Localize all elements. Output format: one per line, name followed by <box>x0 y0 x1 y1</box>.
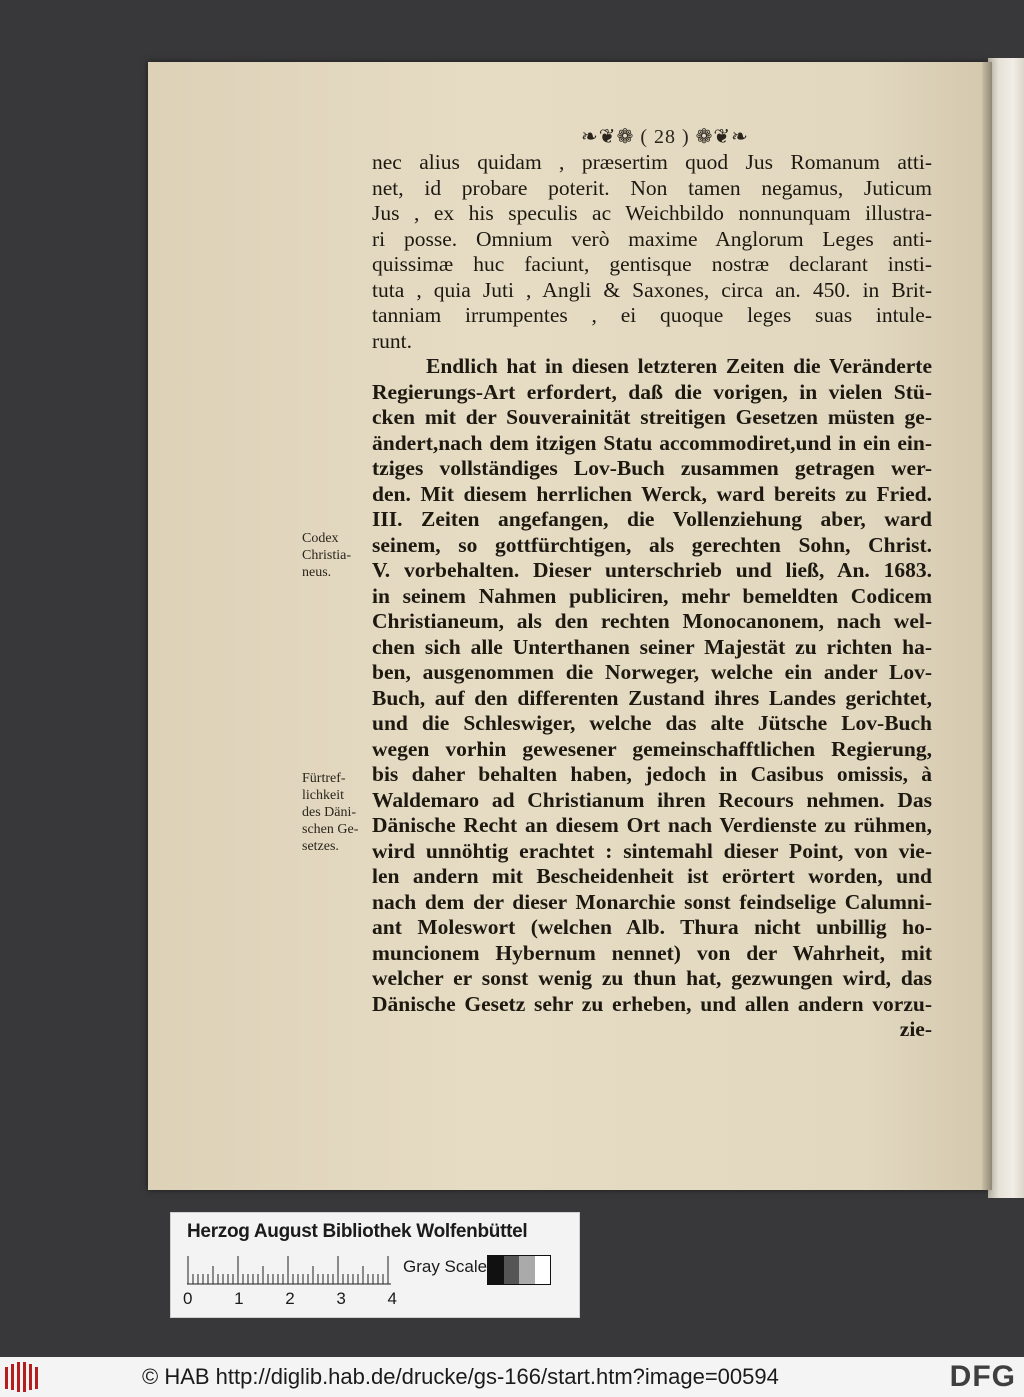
gray-swatch <box>487 1255 551 1285</box>
margin-note-line: Christia- <box>302 548 351 563</box>
margin-note-line: schen Ge- <box>302 822 359 837</box>
text-line: ri posse. Omnium verò maxime Anglorum Leges anti- <box>372 226 932 251</box>
text-line: III. Zeiten angefangen, die Vollenziehung aber, ward <box>372 507 932 531</box>
viewer-footer <box>0 1357 1024 1397</box>
ruler-digit: 2 <box>285 1289 295 1308</box>
text-line: V. vorbehalten. Dieser unterschrieb und ließ, An. 1683. <box>372 558 932 582</box>
margin-note-line: setzes. <box>302 839 339 854</box>
text-line: ändert,nach dem itzigen Statu accommodiret,und in ein ein- <box>372 430 932 455</box>
text-line: runt. <box>372 328 413 353</box>
text-line: quissimæ huc faciunt, gentisque nostræ declarant insti- <box>372 252 932 276</box>
text-line: und die Schleswiger, welche das alte Jütsche Lov-Buch <box>372 711 932 735</box>
text-line: Christianeum, als den rechten Monocanonem, nach wel- <box>372 609 932 633</box>
ruler-scale <box>187 1255 391 1285</box>
ruler-digit: 0 <box>183 1289 193 1308</box>
ruler-title: Herzog August Bibliothek Wolfenbüttel <box>187 1221 528 1242</box>
text-line: ant Moleswort (welchen Alb. Thura nicht unbillig ho- <box>372 915 932 939</box>
swatch-black <box>488 1256 504 1284</box>
text-line: Endlich hat in diesen letzteren Zeiten die Veränderte <box>426 354 932 378</box>
swatch-light <box>519 1256 535 1284</box>
ornament-left-icon: ❧❦❁ <box>581 126 641 148</box>
gray-scale-label: Gray Scale <box>403 1257 488 1276</box>
text-line: seinem, so gottfürchtigen, als gerechten Sohn, Christ. <box>372 532 932 557</box>
dfg-logo: DFG <box>949 1360 1016 1393</box>
barcode-icon <box>4 1361 44 1393</box>
margin-note-line: des Däni- <box>302 805 357 820</box>
source-link[interactable]: © HAB http://diglib.hab.de/drucke/gs-166/start.htm?image=00594 <box>142 1364 779 1389</box>
text-line: Dänische Recht an diesem Ort nach Verdienste zu rühmen, <box>372 813 932 837</box>
page-number: ( 28 ) <box>640 126 690 148</box>
text-line: Regierungs-Art erfordert, daß die vorigen, in vielen Stü- <box>372 379 932 404</box>
text-line: wird unnöhtig erachtet : sintemahl dieser Point, von vie- <box>372 838 932 863</box>
ruler-digits <box>183 1289 397 1309</box>
running-head <box>560 124 770 149</box>
catchword: zie- <box>899 1017 932 1041</box>
text-line: tuta , quia Juti , Angli & Saxones, circa an. 450. in Brit- <box>372 277 932 302</box>
text-line: chen sich alle Unterthanen seiner Majestät zu richten ha- <box>372 634 932 659</box>
margin-note-codex <box>302 530 372 581</box>
text-line: net, id probare poterit. Non tamen negamus, Juticum <box>372 175 932 200</box>
ruler-digit: 4 <box>387 1289 397 1308</box>
margin-note-line: Fürtref- <box>302 771 346 786</box>
text-line: nach dem der dieser Monarchie sonst feindselige Calumni- <box>372 889 932 914</box>
margin-note-line: Codex <box>302 531 339 546</box>
text-line: muncionem Hybernum nennet) von der Wahrheit, mit <box>372 940 932 965</box>
text-line: ben, ausgenommen die Norweger, welche ein ander Lov- <box>372 660 932 684</box>
text-line: Waldemaro ad Christianum ihren Recours nehmen. Das <box>372 787 932 812</box>
text-line: tanniam irrumpentes , ei quoque leges suas intule- <box>372 303 932 327</box>
margin-note-line: lichkeit <box>302 788 344 803</box>
swatch-white <box>535 1256 551 1284</box>
text-line: nec alius quidam , præsertim quod Jus Romanum atti- <box>372 150 932 174</box>
text-line: in seinem Nahmen publiciren, mehr bemeldten Codicem <box>372 583 932 608</box>
facing-page-edge <box>988 58 1024 1198</box>
ruler-digit: 3 <box>336 1289 346 1308</box>
text-line: cken mit der Souverainität streitigen Gesetzen müsten ge- <box>372 405 932 429</box>
ornament-right-icon: ❁❦❧ <box>689 126 749 148</box>
text-line: Dänische Gesetz sehr zu erheben, und allen andern vorzu- <box>372 991 932 1016</box>
body-text <box>372 150 932 1043</box>
margin-note-line: neus. <box>302 565 332 580</box>
swatch-dark <box>504 1256 520 1284</box>
text-line: tziges vollständiges Lov-Buch zusammen getragen wer- <box>372 456 932 480</box>
color-ruler <box>170 1212 580 1318</box>
margin-note-fuertrefflichkeit <box>302 770 372 855</box>
text-line: Buch, auf den differenten Zustand ihres Landes gerichtet, <box>372 685 932 710</box>
text-line: wegen vorhin gewesener gemeinschafftlichen Regierung, <box>372 736 932 761</box>
text-line: welcher er sonst wenig zu thun hat, gezwungen wird, das <box>372 966 932 990</box>
text-line: bis daher behalten haben, jedoch in Casibus omissis, à <box>372 762 932 786</box>
text-line: Jus , ex his speculis ac Weichbildo nonnunquam illustra- <box>372 201 932 225</box>
ruler-digit: 1 <box>234 1289 244 1308</box>
text-line: len andern mit Bescheidenheit ist erörtert worden, und <box>372 864 932 888</box>
text-line: den. Mit diesem herrlichen Werck, ward bereits zu Fried. <box>372 481 932 506</box>
page-gutter <box>982 62 992 1190</box>
